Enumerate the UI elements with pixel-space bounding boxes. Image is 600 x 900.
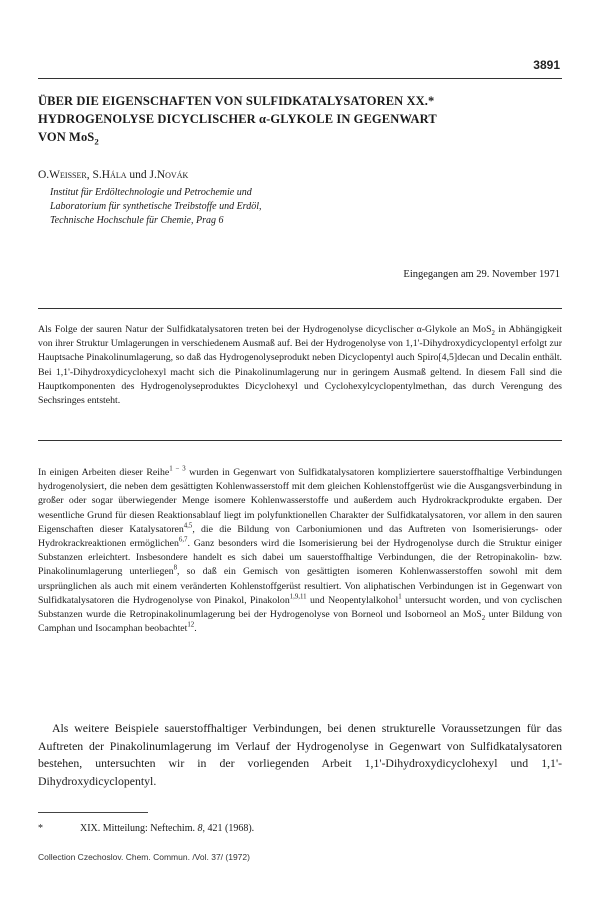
institution-block [50, 186, 550, 228]
title-line-3: VON MoS$_2$ [38, 130, 99, 147]
author-1: O.Weisser [38, 169, 87, 181]
author-list: O.Weisser, S.Hála und J.Novák [38, 169, 189, 181]
page-number: 3891 [533, 58, 560, 72]
footnote-mark: * [38, 823, 43, 834]
journal-citation: Collection Czechoslov. Chem. Commun. /Vol. 37/ (1972) [38, 852, 250, 862]
author-3: J.Novák [149, 169, 189, 181]
author-2: S.Hála [92, 169, 127, 181]
abstract-top-rule [38, 308, 562, 309]
received-date: Eingegangen am 29. November 1971 [403, 269, 560, 280]
reference-mark: 1 [398, 593, 402, 601]
body-paragraph: Als weitere Beispiele sauerstoffhaltiger Verbindungen, bei denen strukturelle Voraussetzungen für das Auftreten der Pinakolinumlagerung im Verlauf der Hydrogenolyse in Gegenwart von Sulfidkatalysatoren bestehen, untersuchten wir in der vorliegenden Arbeit 1,1'-Dihydroxydicyclohexyl und 1,1'-Dihydroxydicyclopentyl. [38, 721, 562, 788]
header-rule [38, 78, 562, 79]
institution-line-2: Laboratorium für synthetische Treibstoffe und Erdöl, [50, 201, 262, 212]
abstract: Als Folge der sauren Natur der Sulfidkatalysatoren treten bei der Hydrogenolyse dicyclischer α-Glykole an MoS$_2$ in Abhängigkeit von ihrer Struktur Umlagerungen in verschiedenem Ausmaß auf. Bei der Hydrogenolyse von 1,1'-Dihydroxydicyclopentyl erfolgt zur Hauptsache Pinakolinumlagerung, so daß das Hydrogenolyseprodukt neben Dicyclopentyl auch Spiro[4,5]decan und Decalin enthält. Bei 1,1'-Dihydroxydicyclohexyl macht sich die Pinakolinumlagerung nur in geringem Ausmaß geltend. In diesem Fall sind die Hauptkomponenten des Hydrogenolyseproduktes Dicyclohexyl und Cyclohexylcyclopentylmethan, das durch Verengung des Sechsringes entsteht. [38, 324, 563, 407]
article-title [38, 92, 562, 146]
reference-mark: 6,7 [178, 536, 188, 544]
institution-line-3: Technische Hochschule für Chemie, Prag 6 [50, 215, 224, 226]
title-line-1: ÜBER DIE EIGENSCHAFTEN VON SULFIDKATALYSATOREN XX.* [38, 94, 435, 108]
introduction-paragraph: In einigen Arbeiten dieser Reihe$^{1 - 3}$ wurden in Gegenwart von Sulfidkatalysatoren kompliziertere sauerstoffhaltige Verbindungen hydrogenolysiert, die neben dem gesättigten Kohlenwasserstoff mit dem gleichen Kohlenstoffgerüst wie die Ausgangsverbindung in großer oder sogar überwiegender Menge isomere Kohlenwasserstoffe und außerdem auch Hydrokrackprodukte ergaben. Der wesentliche Grund für diesen Reaktionsablauf liegt im polyfunktionellen Charakter der Sulfidkatalysatoren, vor allem in den sauren Eigenschaften dieser Katalysatoren$^{4,5}$, die die Bildung von Carboniumionen und das Auftreten von Isomerisierungs- oder Hydrokrackreaktionen ermöglichen$^{6,7}$. Ganz besonders wird die Isomerisierung bei der Hydrogenolyse durch die Struktur einiger Substanzen erleichtert. Insbesondere handelt es sich dabei um sauerstoffhaltige Verbindungen, die der Retropinakolin- bzw. Pinakolinumlagerung unterliegen$^8$, so daß ein Gemisch von gesättigten isomeren Kohlenwasserstoffen sowohl mit dem ursprünglichen als auch mit einem veränderten Kohlenstoffgerüst resultiert. Von aliphatischen Verbindungen ist in Gegenwart von Sulfidkatalysatoren die Hydrogenolyse von Pinakol, Pinakolon$^{1,9,11}$ und Neopentylalkohol$^1$ untersucht worden, und von cyclischen Substanzen wurde die Retropinakolinumlagerung bei der Hydrogenolyse von Borneol und Isoborneol an MoS$_2$ unter Bildung von Camphan und Isocamphan beobachtet$^{12}$. [38, 465, 563, 635]
reference-mark: 4,5 [183, 522, 193, 530]
reference-mark: 1,9,11 [289, 593, 307, 601]
institution-line-1: Institut für Erdöltechnologie und Petrochemie und [50, 187, 252, 198]
abstract-bottom-rule [38, 440, 562, 441]
reference-mark: 8 [173, 565, 178, 573]
footnote-rule [38, 812, 148, 813]
reference-mark: 12 [187, 621, 195, 629]
title-line-2: HYDROGENOLYSE DICYCLISCHER α-GLYKOLE IN GEGENWART [38, 112, 437, 126]
reference-mark: 1 − 3 [169, 465, 186, 473]
footnote: * XIX. Mitteilung: Neftechim. 8, 421 (1968). [38, 823, 255, 834]
